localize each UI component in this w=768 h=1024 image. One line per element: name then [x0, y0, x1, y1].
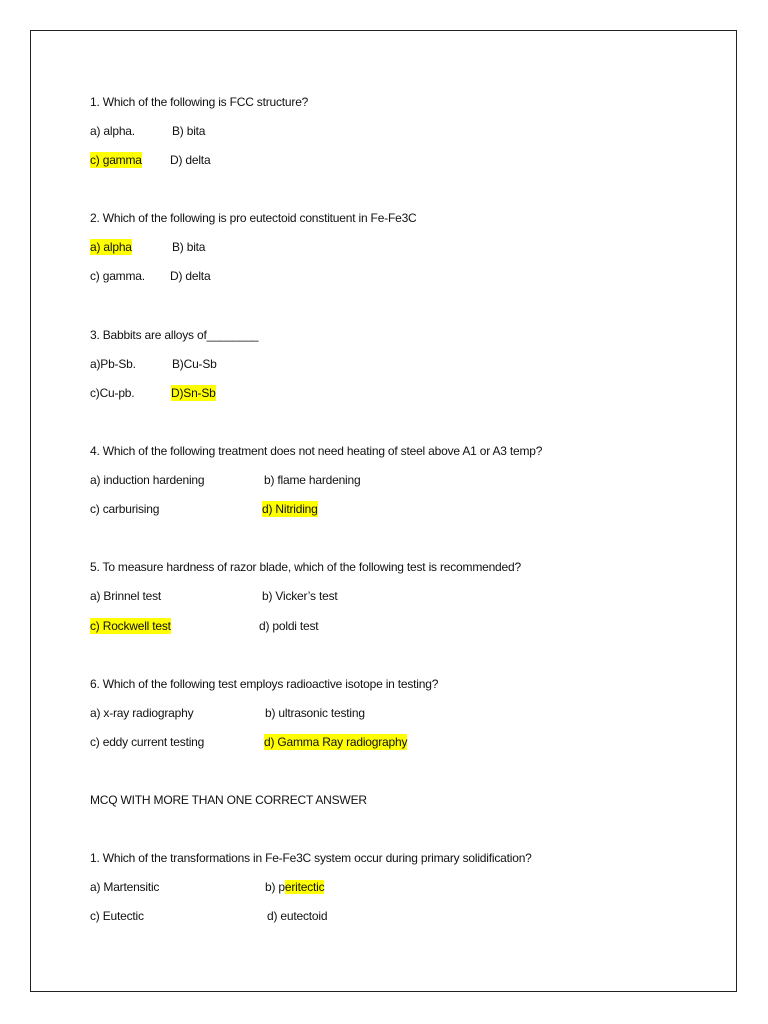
q5-option-b: b) Vicker’s test — [262, 589, 338, 603]
question-3: 3. Babbits are alloys of________ — [90, 328, 259, 342]
q2-option-b: B) bita — [172, 240, 206, 254]
q6-option-c: c) eddy current testing — [90, 735, 205, 749]
q3-option-b: B)Cu-Sb — [172, 357, 217, 371]
m1-option-b — [265, 879, 324, 895]
question-5: 5. To measure hardness of razor blade, which of the following test is recommended? — [90, 560, 521, 574]
q3-option-d-answer: D)Sn-Sb — [171, 386, 216, 400]
q5-option-c-answer: c) Rockwell test — [90, 619, 171, 633]
question-2: 2. Which of the following is pro eutectoid constituent in Fe-Fe3C — [90, 211, 417, 225]
q4-option-a: a) induction hardening — [90, 473, 205, 487]
q2-option-d: D) delta — [170, 269, 211, 283]
q4-option-d-answer: d) Nitriding — [262, 502, 318, 516]
question-1: 1. Which of the following is FCC structure? — [90, 95, 309, 109]
m1-option-a: a) Martensitic — [90, 880, 160, 894]
q2-option-c: c) gamma. — [90, 269, 145, 283]
multi-question-1: 1. Which of the transformations in Fe-Fe3C system occur during primary solidification? — [90, 851, 532, 865]
m1-option-d: d) eutectoid — [267, 909, 328, 923]
section-heading: MCQ WITH MORE THAN ONE CORRECT ANSWER — [90, 793, 367, 807]
q1-option-d: D) delta — [170, 153, 211, 167]
q6-option-b: b) ultrasonic testing — [265, 706, 365, 720]
q3-option-a: a)Pb-Sb. — [90, 357, 136, 371]
q6-option-d-answer: d) Gamma Ray radiography — [264, 735, 408, 749]
q4-option-c: c) carburising — [90, 502, 160, 516]
q3-option-c: c)Cu-pb. — [90, 386, 135, 400]
q1-option-c-answer: c) gamma — [90, 153, 142, 167]
q5-option-d: d) poldi test — [259, 619, 319, 633]
m1-option-c: c) Eutectic — [90, 909, 144, 923]
q2-option-a-answer: a) alpha — [90, 240, 132, 254]
m1-option-b-prefix: b) p — [265, 880, 285, 894]
q6-option-a: a) x-ray radiography — [90, 706, 194, 720]
question-4: 4. Which of the following treatment does not need heating of steel above A1 or A3 temp? — [90, 444, 543, 458]
q5-option-a: a) Brinnel test — [90, 589, 162, 603]
question-6: 6. Which of the following test employs radioactive isotope in testing? — [90, 677, 439, 691]
m1-option-b-answer-highlight: eritectic — [284, 880, 325, 894]
q1-option-b: B) bita — [172, 124, 206, 138]
q4-option-b: b) flame hardening — [264, 473, 361, 487]
q1-option-a: a) alpha. — [90, 124, 135, 138]
